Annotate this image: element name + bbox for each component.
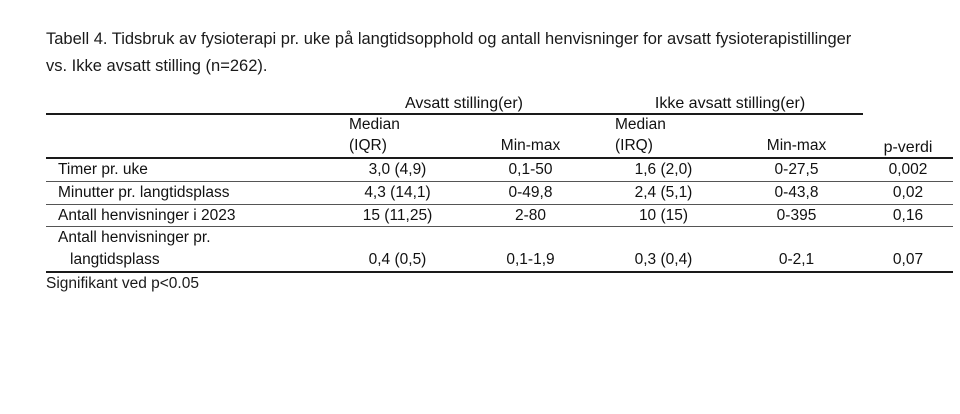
cell-avsatt-median: 15 (11,25) bbox=[331, 204, 464, 227]
subheader-empty bbox=[46, 114, 331, 158]
row-label bbox=[46, 227, 331, 272]
group-header-empty bbox=[46, 95, 331, 114]
table-row bbox=[46, 227, 953, 272]
cell-ikke-median: 2,4 (5,1) bbox=[597, 181, 730, 204]
table-caption: Tabell 4. Tidsbruk av fysioterapi pr. uke på langtidsopphold og antall henvisninger for avsatt fysioterapistillinger vs. Ikke avsatt stilling (n=262). bbox=[46, 30, 852, 75]
table-footnote: Signifikant ved p<0.05 bbox=[46, 274, 199, 292]
cell-ikke-minmax: 0-2,1 bbox=[730, 227, 863, 272]
cell-avsatt-median: 3,0 (4,9) bbox=[331, 158, 464, 181]
subheader-ikke-median-line2: (IRQ) bbox=[615, 137, 653, 155]
cell-avsatt-median: 0,4 (0,5) bbox=[331, 227, 464, 272]
subheader-avsatt-median bbox=[331, 114, 464, 158]
data-table bbox=[46, 95, 953, 272]
subheader-avsatt-minmax: Min-max bbox=[464, 114, 597, 158]
cell-p-value: 0,002 bbox=[863, 158, 953, 181]
cell-p-value: 0,16 bbox=[863, 204, 953, 227]
cell-p-value: 0,07 bbox=[863, 227, 953, 272]
row-label: Timer pr. uke bbox=[46, 158, 331, 181]
cell-ikke-median: 1,6 (2,0) bbox=[597, 158, 730, 181]
subheader-ikke-minmax: Min-max bbox=[730, 114, 863, 158]
cell-ikke-minmax: 0-43,8 bbox=[730, 181, 863, 204]
table-row bbox=[46, 158, 953, 181]
subheader-avsatt-median-line2: (IQR) bbox=[349, 137, 387, 155]
cell-avsatt-minmax: 0,1-1,9 bbox=[464, 227, 597, 272]
row-label-line1: Antall henvisninger pr. bbox=[58, 229, 211, 247]
row-label-line2: langtidsplass bbox=[70, 251, 160, 269]
row-label: Antall henvisninger i 2023 bbox=[46, 204, 331, 227]
table-row bbox=[46, 181, 953, 204]
subheader-ikke-median-line1: Median bbox=[615, 116, 666, 134]
cell-ikke-minmax: 0-27,5 bbox=[730, 158, 863, 181]
cell-avsatt-median: 4,3 (14,1) bbox=[331, 181, 464, 204]
cell-ikke-median: 10 (15) bbox=[597, 204, 730, 227]
subheader-ikke-median bbox=[597, 114, 730, 158]
table-bottom-rule bbox=[46, 272, 953, 273]
cell-avsatt-minmax: 0,1-50 bbox=[464, 158, 597, 181]
cell-ikke-median: 0,3 (0,4) bbox=[597, 227, 730, 272]
group-header-ikke-avsatt: Ikke avsatt stilling(er) bbox=[654, 95, 806, 113]
cell-avsatt-minmax: 0-49,8 bbox=[464, 181, 597, 204]
cell-p-value: 0,02 bbox=[863, 181, 953, 204]
subheader-avsatt-median-line1: Median bbox=[349, 116, 400, 134]
table-subheader-row bbox=[46, 114, 953, 158]
cell-ikke-minmax: 0-395 bbox=[730, 204, 863, 227]
table-row bbox=[46, 204, 953, 227]
group-header-avsatt: Avsatt stilling(er) bbox=[405, 95, 523, 113]
cell-avsatt-minmax: 2-80 bbox=[464, 204, 597, 227]
row-label: Minutter pr. langtidsplass bbox=[46, 181, 331, 204]
column-header-p-verdi: p-verdi bbox=[883, 139, 933, 157]
table-group-header-row bbox=[46, 95, 953, 114]
